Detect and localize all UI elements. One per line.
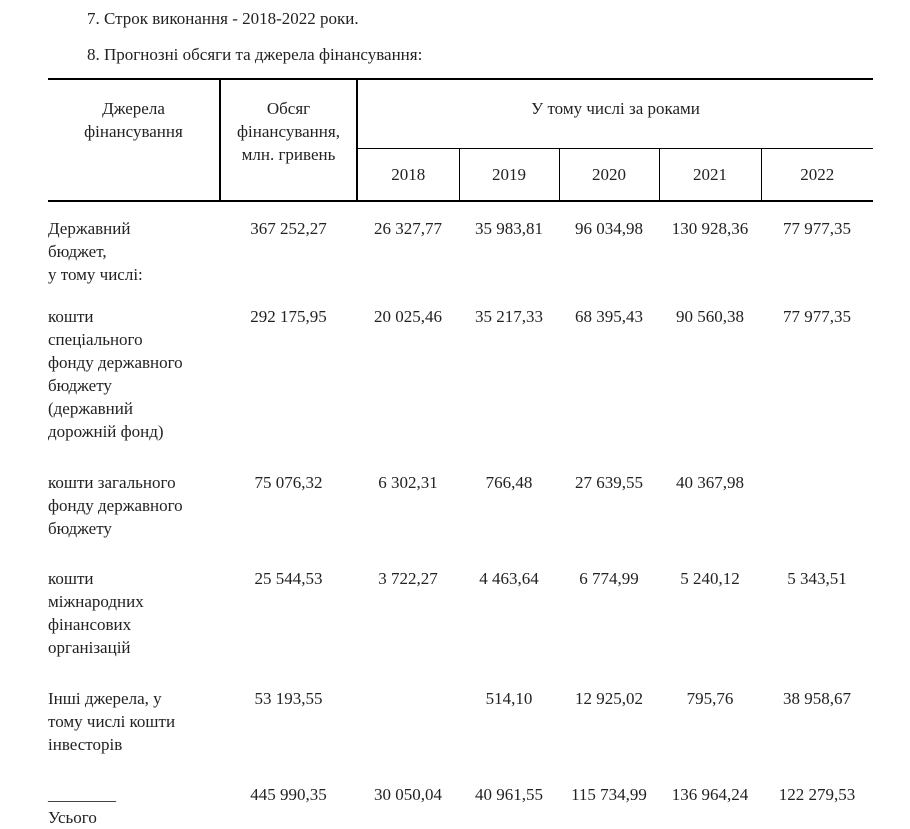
row-value-2018: [357, 672, 459, 768]
row-label: [48, 672, 220, 768]
row-value-2021: 136 964,24: [671, 785, 749, 804]
row-value-2018: 30 050,04: [374, 785, 442, 804]
row-label-line: бюджету: [48, 519, 112, 538]
row-label-line: організацій: [48, 638, 131, 657]
row-value-2019: 35 217,33: [475, 307, 543, 326]
row-label-line: кошти: [48, 307, 94, 326]
header-volume: [220, 79, 357, 201]
row-value-2018: 6 302,31: [378, 473, 438, 492]
table-row-total: [48, 768, 873, 829]
header-sources-line: фінансування: [84, 122, 183, 141]
row-value-2019: 514,10: [485, 689, 533, 708]
row-label: [48, 290, 220, 456]
row-label-line: міжнародних: [48, 592, 144, 611]
header-year: 2018: [357, 149, 459, 202]
row-value-2018: 3 722,27: [378, 569, 438, 588]
row-value-2020: 6 774,99: [579, 569, 639, 588]
row-value-2022: 77 977,35: [783, 307, 852, 326]
row-label-line: дорожній фонд): [48, 422, 164, 441]
header-year: 2019: [459, 149, 559, 202]
row-value-2019: 35 983,81: [475, 219, 543, 238]
row-value-2020: 115 734,99: [571, 785, 647, 804]
row-label-line: тому числі кошти: [48, 712, 176, 731]
row-value-2022: 77 977,35: [783, 219, 852, 238]
row-total: 53 193,55: [254, 689, 323, 708]
row-value-2019: 40 961,55: [475, 785, 543, 804]
row-label: [48, 456, 220, 552]
row-label-line: Інші джерела, у: [48, 689, 162, 708]
header-year: 2021: [659, 149, 761, 202]
row-value-2021: 130 928,36: [671, 219, 749, 238]
financing-table: [48, 78, 873, 829]
row-label-line: (державний: [48, 399, 133, 418]
row-value-2022: 5 343,51: [787, 569, 847, 588]
row-label-line: ________: [48, 785, 116, 804]
header-sources-line: Джерела: [102, 99, 165, 118]
row-total: 367 252,27: [250, 219, 327, 238]
row-value-2021: 90 560,38: [676, 307, 744, 326]
row-value-2021: 40 367,98: [676, 473, 744, 492]
row-value-2022: 122 279,53: [778, 785, 856, 804]
term-paragraph: 7. Строк виконання - 2018-2022 роки.: [87, 9, 359, 28]
row-value-2022: [761, 456, 873, 552]
row-label-line: бюджету: [48, 376, 112, 395]
row-value-2020: 68 395,43: [575, 307, 643, 326]
row-value-2020: 96 034,98: [575, 219, 643, 238]
header-sources: [48, 79, 220, 201]
row-total: 25 544,53: [254, 569, 323, 588]
row-value-2018: 20 025,46: [374, 307, 442, 326]
row-total: 75 076,32: [254, 473, 323, 492]
row-value-2021: 795,76: [686, 689, 734, 708]
row-label-line: фонду державного: [48, 353, 183, 372]
row-label-line: кошти загального: [48, 473, 176, 492]
row-label-line: спеціального: [48, 330, 143, 349]
row-value-2022: 38 958,67: [783, 689, 852, 708]
table-row: [48, 672, 873, 768]
row-label-line: бюджет,: [48, 242, 107, 261]
row-label-line: Державний: [48, 219, 131, 238]
row-total: 445 990,35: [250, 785, 327, 804]
row-label-line: фонду державного: [48, 496, 183, 515]
table-row: [48, 456, 873, 552]
header-volume-line: Обсяг: [266, 99, 311, 118]
row-value-2018: 26 327,77: [374, 219, 442, 238]
row-label: [48, 768, 220, 829]
row-label: [48, 552, 220, 672]
row-label: [48, 201, 220, 290]
header-year: 2022: [761, 149, 873, 202]
table-row: [48, 290, 873, 456]
header-volume-line: фінансування,: [237, 122, 340, 141]
row-value-2021: 5 240,12: [680, 569, 740, 588]
row-label-line: у тому числі:: [48, 265, 143, 284]
row-label-line: Усього: [48, 808, 97, 827]
row-label-line: кошти: [48, 569, 94, 588]
row-value-2020: 27 639,55: [575, 473, 643, 492]
table-row: [48, 552, 873, 672]
row-total: 292 175,95: [250, 307, 327, 326]
row-label-line: фінансових: [48, 615, 132, 634]
row-value-2019: 4 463,64: [479, 569, 539, 588]
header-year: 2020: [559, 149, 659, 202]
header-volume-line: млн. гривень: [241, 145, 336, 164]
financing-paragraph: 8. Прогнозні обсяги та джерела фінансування:: [87, 45, 423, 64]
row-label-line: інвесторів: [48, 735, 123, 754]
header-years-caption: У тому числі за роками: [357, 79, 873, 149]
row-value-2020: 12 925,02: [575, 689, 643, 708]
table-row: [48, 201, 873, 290]
row-value-2019: 766,48: [485, 473, 533, 492]
